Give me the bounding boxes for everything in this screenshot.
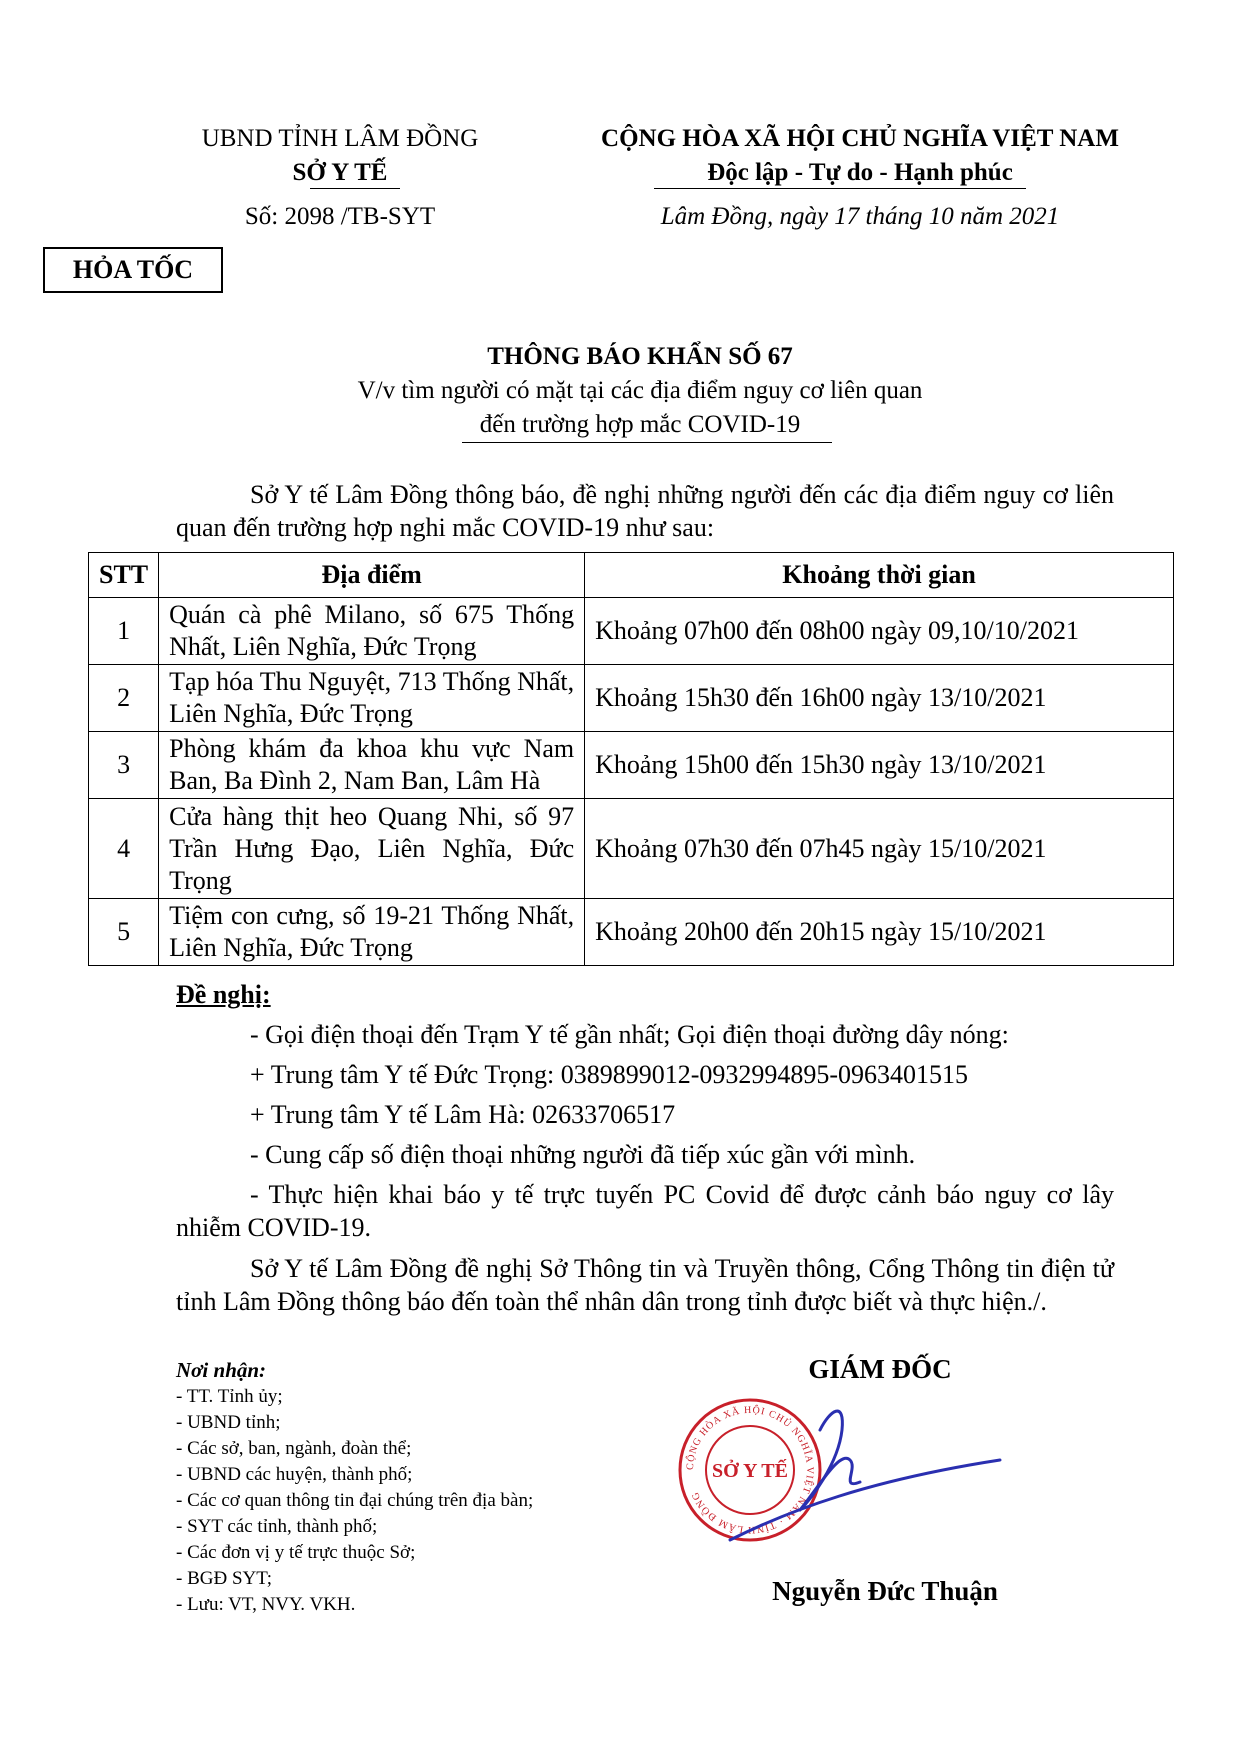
notice-subject-line-2: đến trường hợp mắc COVID-19 <box>479 411 801 438</box>
row-stt: 1 <box>89 598 159 665</box>
row-time: Khoảng 07h30 đến 07h45 ngày 15/10/2021 <box>585 799 1174 899</box>
request-item: - Cung cấp số điện thoại những người đã tiếp xúc gần với mình. <box>250 1140 916 1169</box>
recipient-item: - TT. Tỉnh ủy; <box>176 1386 283 1407</box>
row-place: Cửa hàng thịt heo Quang Nhi, số 97 Trần Hưng Đạo, Liên Nghĩa, Đức Trọng <box>159 799 585 899</box>
request-item: + Trung tâm Y tế Đức Trọng: 0389899012-0932994895-0963401515 <box>250 1060 969 1089</box>
signer-title: GIÁM ĐỐC <box>808 1354 952 1384</box>
recipient-item: - Các cơ quan thông tin đại chúng trên địa bàn; <box>176 1490 534 1511</box>
recipient-item: - Các đơn vị y tế trực thuộc Sở; <box>176 1542 416 1563</box>
row-time: Khoảng 20h00 đến 20h15 ngày 15/10/2021 <box>585 899 1174 966</box>
row-time: Khoảng 15h30 đến 16h00 ngày 13/10/2021 <box>585 665 1174 732</box>
table-row <box>89 665 1174 732</box>
requests-heading: Đề nghị: <box>176 980 271 1009</box>
row-place: Tạp hóa Thu Nguyệt, 713 Thống Nhất, Liên Nghĩa, Đức Trọng <box>159 665 585 732</box>
org-parent: UBND TỈNH LÂM ĐỒNG <box>201 125 479 152</box>
signer-name: Nguyễn Đức Thuận <box>772 1576 998 1606</box>
org-name-underline <box>310 188 400 189</box>
org-name: SỞ Y TẾ <box>292 159 388 186</box>
row-stt: 3 <box>89 732 159 799</box>
motto-underline <box>654 188 1026 189</box>
row-stt: 4 <box>89 799 159 899</box>
header-stt: STT <box>89 553 159 598</box>
request-item: + Trung tâm Y tế Lâm Hà: 02633706517 <box>250 1100 676 1129</box>
row-time: Khoảng 07h00 đến 08h00 ngày 09,10/10/2021 <box>585 598 1174 665</box>
stamp-ring-text: CỘNG HÒA XÃ HỘI CHỦ NGHĨA VIỆT NAM · TỈNH LÂM ĐỒNG <box>684 1404 816 1536</box>
place-date: Lâm Đồng, ngày 17 tháng 10 năm 2021 <box>660 203 1060 230</box>
recipient-item: - UBND các huyện, thành phố; <box>176 1464 413 1485</box>
row-time: Khoảng 15h00 đến 15h30 ngày 13/10/2021 <box>585 732 1174 799</box>
row-place: Phòng khám đa khoa khu vực Nam Ban, Ba Đình 2, Nam Ban, Lâm Hà <box>159 732 585 799</box>
header-place: Địa điểm <box>159 553 585 598</box>
request-item: - Gọi điện thoại đến Trạm Y tế gần nhất; Gọi điện thoại đường dây nóng: <box>250 1020 1009 1049</box>
official-stamp <box>670 1390 1030 1570</box>
recipients-heading: Nơi nhận: <box>176 1358 267 1382</box>
table-row <box>89 732 1174 799</box>
table-row <box>89 598 1174 665</box>
subject-underline <box>462 442 832 443</box>
locations-table <box>88 552 1174 966</box>
recipient-item: - Các sở, ban, ngành, đoàn thể; <box>176 1438 412 1459</box>
stamp-center-text: SỞ Y TẾ <box>712 1460 788 1482</box>
row-place: Quán cà phê Milano, số 675 Thống Nhất, Liên Nghĩa, Đức Trọng <box>159 598 585 665</box>
table-row <box>89 899 1174 966</box>
recipient-item: - BGĐ SYT; <box>176 1568 273 1589</box>
notice-subject-line-1: V/v tìm người có mặt tại các địa điểm nguy cơ liên quan <box>357 377 923 404</box>
header-time: Khoảng thời gian <box>585 553 1174 598</box>
closing-paragraph: Sở Y tế Lâm Đồng đề nghị Sở Thông tin và Truyền thông, Cổng Thông tin điện tử tỉnh Lâm Đồng thông báo đến toàn thể nhân dân trong tỉnh được biết và thực hiện./. <box>176 1254 1114 1316</box>
recipient-item: - Lưu: VT, NVY. VKH. <box>176 1594 356 1615</box>
motto: Độc lập - Tự do - Hạnh phúc <box>707 159 1013 186</box>
row-place: Tiệm con cưng, số 19-21 Thống Nhất, Liên Nghĩa, Đức Trọng <box>159 899 585 966</box>
request-item: - Thực hiện khai báo y tế trực tuyến PC Covid để được cảnh báo nguy cơ lây nhiễm COVID-19. <box>176 1180 1114 1242</box>
table-row <box>89 799 1174 899</box>
doc-number: Số: 2098 /TB-SYT <box>244 203 436 230</box>
urgency-box: HỎA TỐC <box>43 247 223 293</box>
row-stt: 5 <box>89 899 159 966</box>
intro-paragraph: Sở Y tế Lâm Đồng thông báo, đề nghị những người đến các địa điểm nguy cơ liên quan đến trường hợp nghi mắc COVID-19 như sau: <box>176 480 1114 542</box>
recipient-item: - SYT các tỉnh, thành phố; <box>176 1516 378 1537</box>
recipient-item: - UBND tỉnh; <box>176 1412 281 1433</box>
notice-title: THÔNG BÁO KHẨN SỐ 67 <box>487 343 793 370</box>
row-stt: 2 <box>89 665 159 732</box>
table-header-row <box>89 553 1174 598</box>
country-name: CỘNG HÒA XÃ HỘI CHỦ NGHĨA VIỆT NAM <box>601 125 1119 152</box>
